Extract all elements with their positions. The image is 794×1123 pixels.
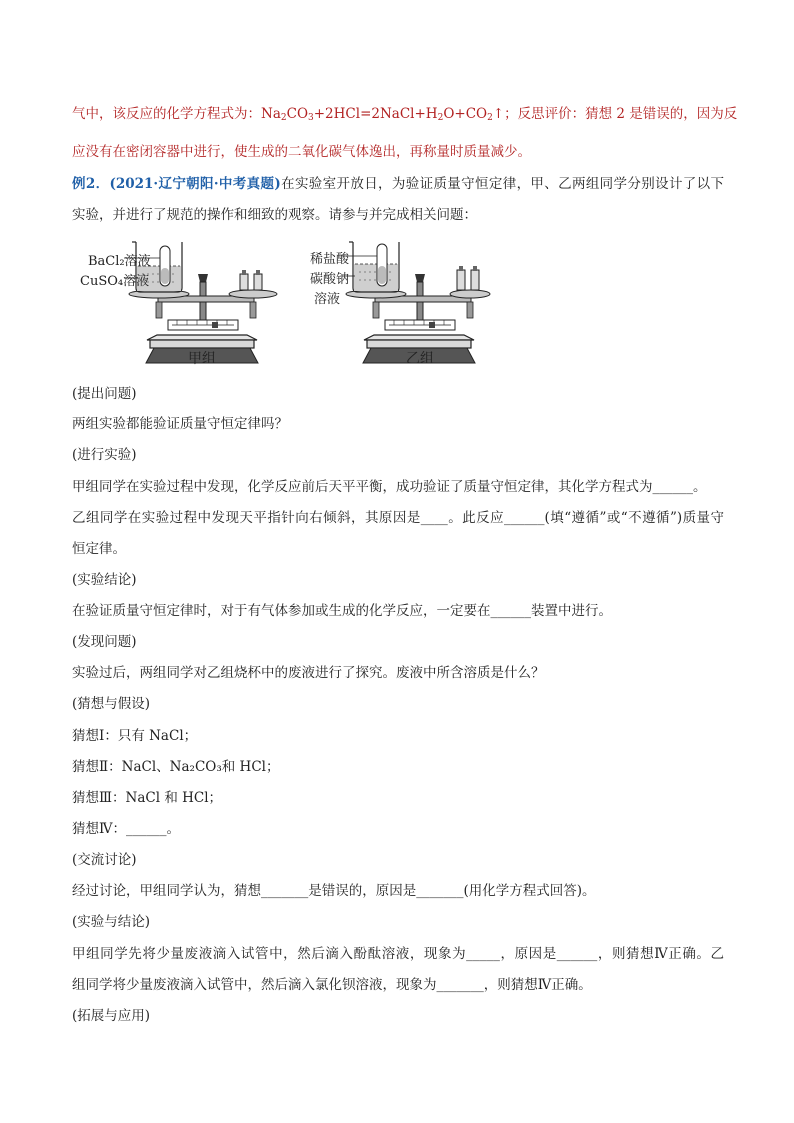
section-heading-experiment: (进行实验)	[72, 447, 137, 463]
label-cuso4-solution: CuSO₄溶液	[80, 274, 150, 289]
example-label: 例2．	[72, 176, 110, 192]
body-line: 组同学将少量废液滴入试管中，然后滴入氯化钡溶液，现象为_______，则猜想Ⅳ正确。	[72, 977, 592, 993]
body-line: 经过讨论，甲组同学认为，猜想_______是错误的，原因是_______(用化学方程式回答)。	[72, 883, 596, 899]
example-intro-text: 在实验室开放日，为验证质量守恒定律，甲、乙两组同学分别设计了以下	[280, 176, 725, 192]
example-heading	[72, 174, 724, 194]
caption-group-a: 甲组	[188, 351, 216, 367]
hypothesis-3: 猜想Ⅲ：NaCl 和 HCl；	[72, 790, 223, 806]
answer-prefix: 气中，该反应的化学方程式为：	[72, 106, 261, 122]
body-line: 两组实验都能验证质量守恒定律吗？	[72, 416, 288, 432]
answer-suffix: ；反思评价：猜想 2 是错误的，因为反	[504, 106, 738, 122]
section-heading-conclusion: (实验结论)	[72, 572, 137, 588]
eq-part: Na	[261, 106, 281, 122]
experiment-figure	[72, 240, 492, 370]
section-heading-problem: (发现问题)	[72, 634, 137, 650]
answer-line-1	[72, 104, 738, 128]
label-solution: 溶液	[314, 292, 341, 307]
label-bacl2-solution: BaCl₂溶液	[88, 254, 151, 269]
eq-part: CO	[286, 106, 309, 122]
section-heading-hypothesis: (猜想与假设)	[72, 696, 151, 712]
body-line: 恒定律。	[72, 541, 126, 557]
label-dilute-hcl: 稀盐酸	[310, 252, 350, 267]
body-line: 在验证质量守恒定律时，对于有气体参加或生成的化学反应，一定要在______装置中进行。	[72, 603, 612, 619]
body-line: 甲组同学先将少量废液滴入试管中，然后滴入酚酞溶液，现象为_____，原因是______，则猜想Ⅳ正确。乙	[72, 946, 724, 962]
section-heading-question: (提出问题)	[72, 386, 137, 402]
gas-arrow: ↑	[492, 106, 505, 122]
caption-group-b: 乙组	[406, 351, 434, 367]
eq-part: O+CO	[443, 106, 488, 122]
eq-sub: 2	[437, 113, 444, 123]
eq-sub: 3	[308, 113, 314, 123]
answer-line-2: 应没有在密闭容器中进行，使生成的二氧化碳气体逸出，再称量时质量减少。	[72, 144, 531, 160]
body-line: 实验过后，两组同学对乙组烧杯中的废液进行了探究。废液中所含溶质是什么？	[72, 665, 545, 681]
section-heading-discussion: (交流讨论)	[72, 852, 137, 868]
hypothesis-4: 猜想Ⅳ：______。	[72, 821, 180, 837]
example-intro-line-2: 实验，并进行了规范的操作和细致的观察。请参与并完成相关问题：	[72, 207, 477, 223]
chemical-equation	[261, 106, 504, 122]
label-sodium-carbonate: 碳酸钠	[310, 272, 350, 287]
eq-sub: 2	[280, 113, 287, 123]
example-source: (2021·辽宁朝阳·中考真题)	[109, 176, 281, 192]
hypothesis-2: 猜想Ⅱ：NaCl、Na₂CO₃和 HCl；	[72, 759, 280, 775]
eq-part: +2HCl=2NaCl+H	[313, 106, 438, 122]
eq-sub: 2	[487, 113, 493, 123]
hypothesis-1: 猜想Ⅰ：只有 NaCl；	[72, 728, 198, 744]
section-heading-extension: (拓展与应用)	[72, 1008, 151, 1024]
body-line: 甲组同学在实验过程中发现，化学反应前后天平平衡，成功验证了质量守恒定律，其化学方程式为______。	[72, 479, 707, 495]
balance-right	[342, 242, 490, 363]
body-line: 乙组同学在实验过程中发现天平指针向右倾斜，其原因是____。此反应______(填“遵循”或“不遵循”)质量守	[72, 510, 724, 526]
section-heading-experiment-conclusion: (实验与结论)	[72, 914, 151, 930]
